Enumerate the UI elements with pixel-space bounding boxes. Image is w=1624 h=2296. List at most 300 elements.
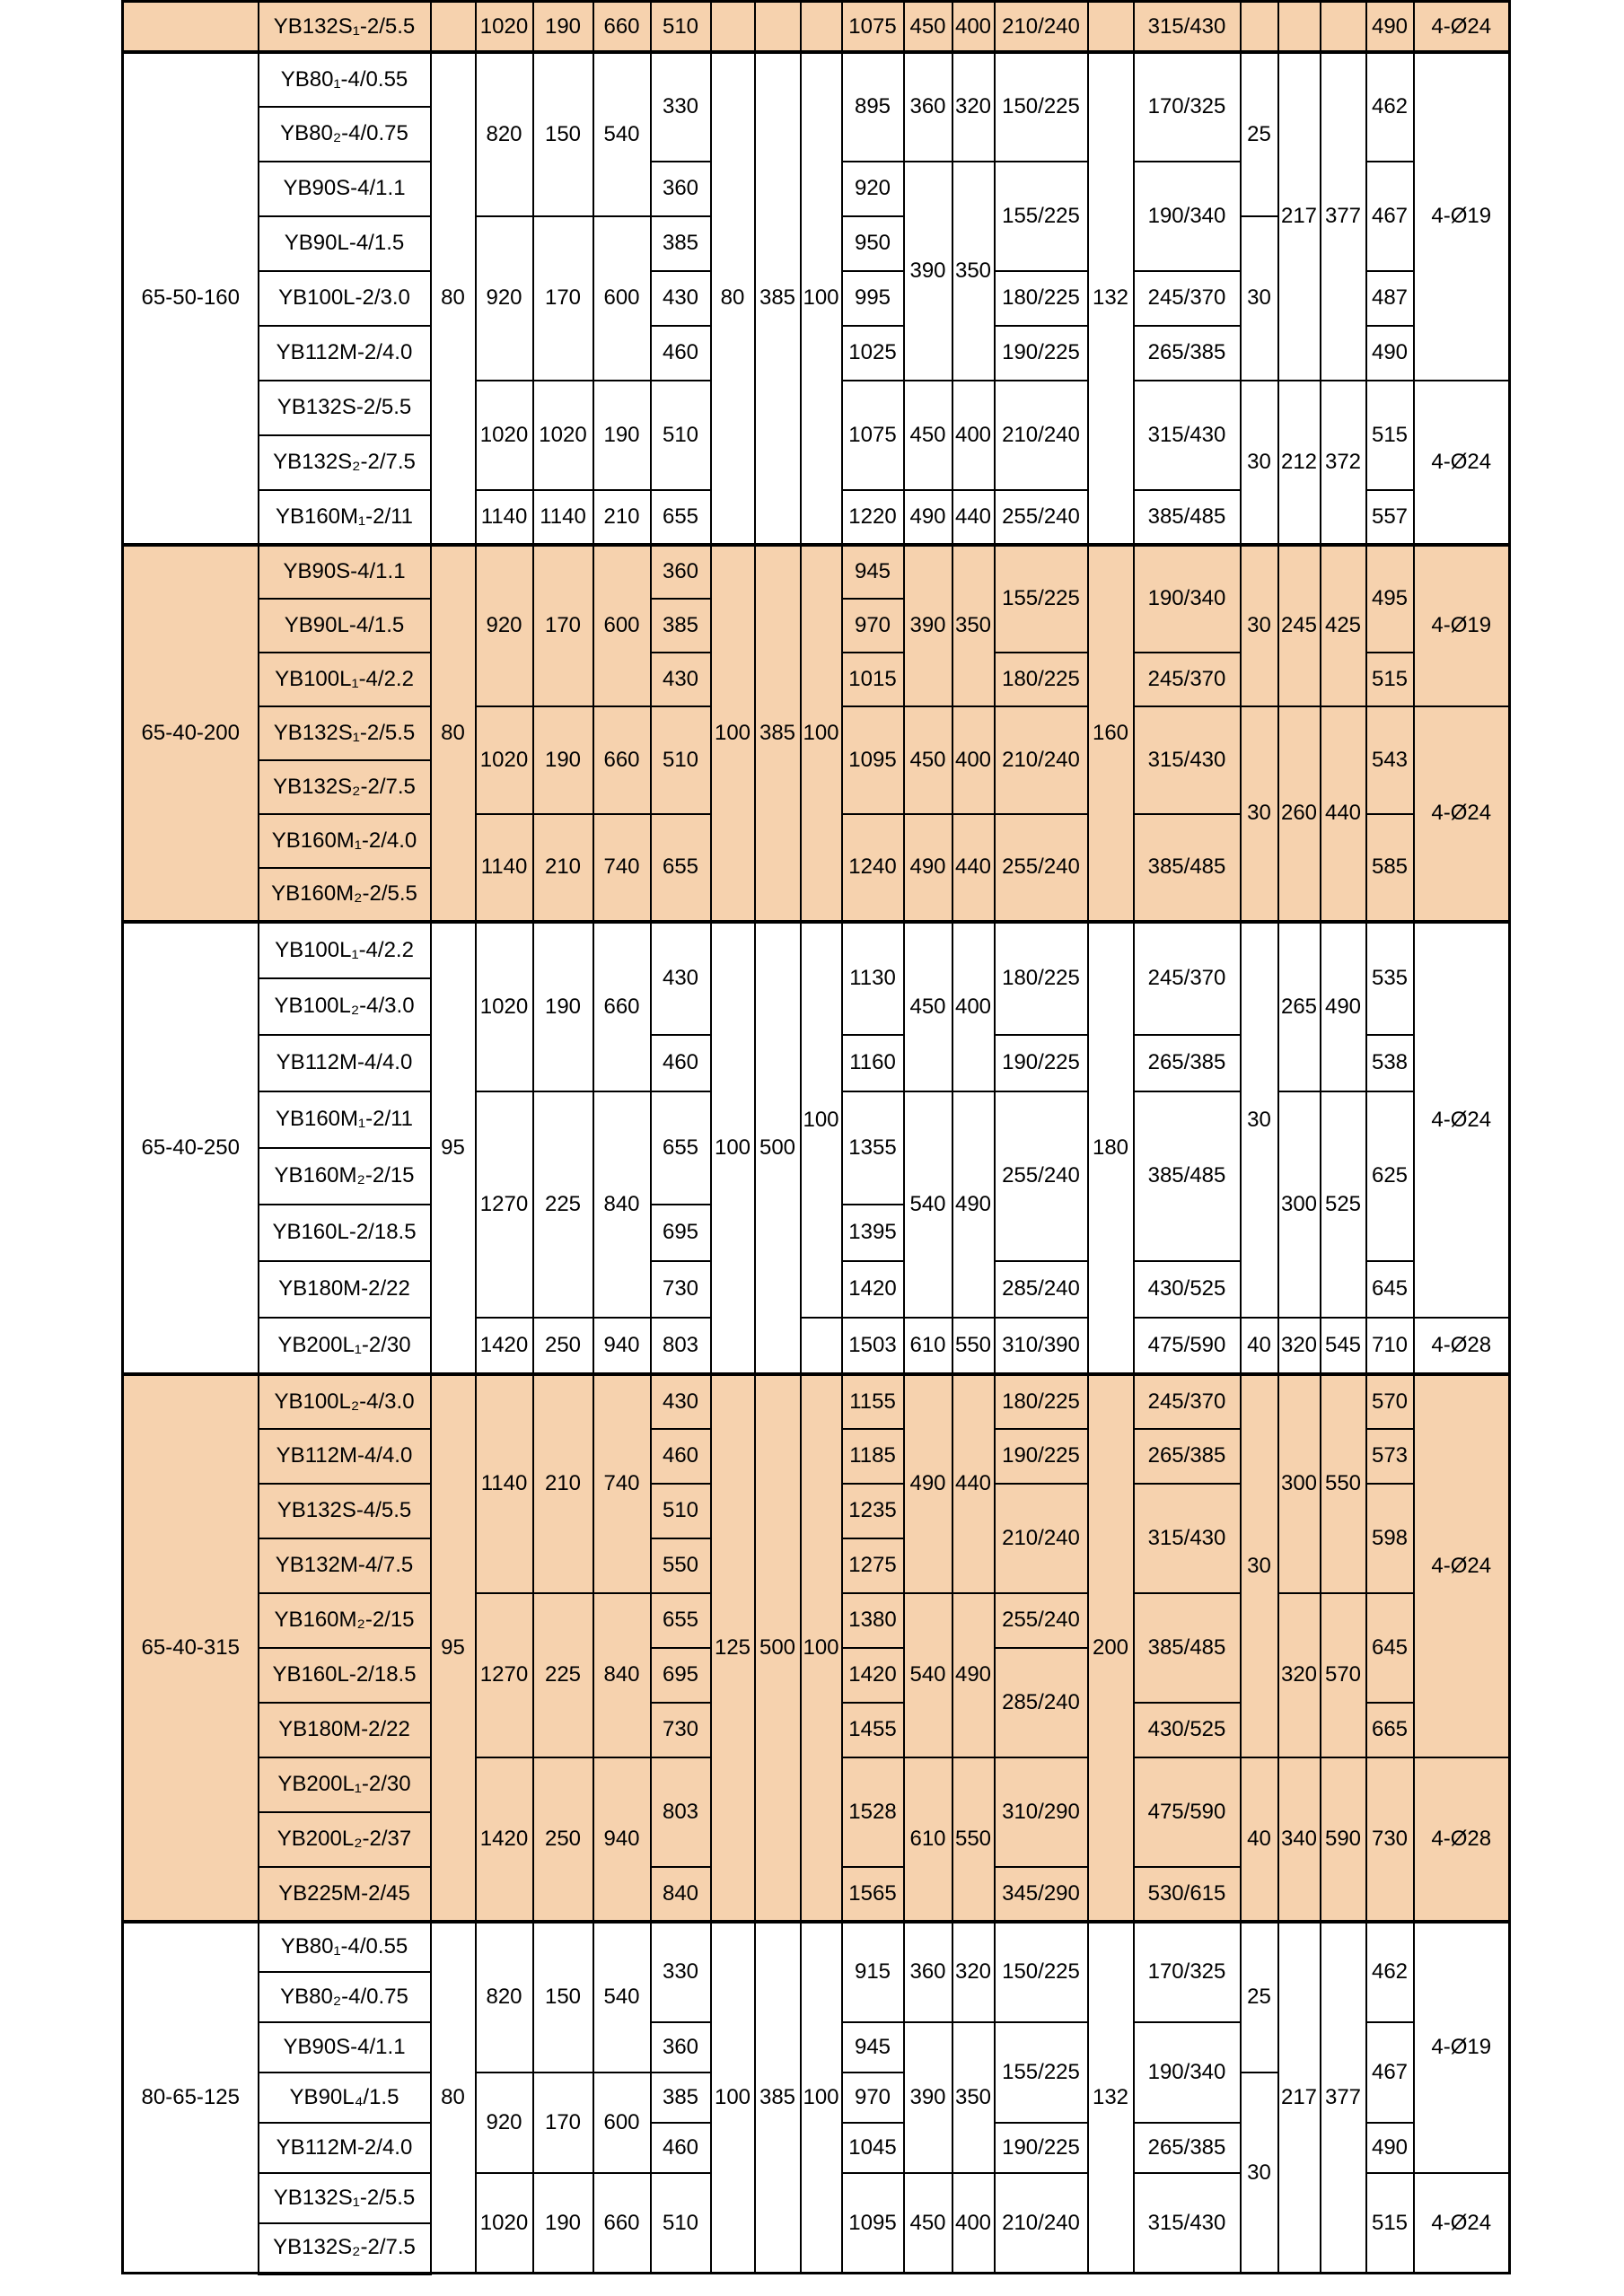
- cell-c11: 1185: [842, 1429, 904, 1484]
- cell-c6: 190: [593, 381, 651, 490]
- cell-c16: 170/325: [1134, 1922, 1241, 2022]
- cell-c12: 450: [904, 922, 952, 1091]
- cell-c6: 600: [593, 2073, 651, 2173]
- cell-c18: 300: [1278, 1374, 1321, 1593]
- motor-model-cell: YB160M₂-2/15: [259, 1148, 431, 1205]
- cell-c19: [1321, 2, 1366, 52]
- cell-c15: [1088, 2, 1134, 52]
- motor-model-cell: YB100L₂-4/3.0: [259, 1374, 431, 1429]
- cell-c16: 475/590: [1134, 1757, 1241, 1867]
- cell-c12: 390: [904, 2022, 952, 2173]
- cell-c17: 30: [1241, 381, 1278, 545]
- cell-c14: 210/240: [995, 2173, 1088, 2274]
- cell-c7: 550: [651, 1538, 711, 1593]
- cell-c7: 430: [651, 922, 711, 1035]
- cell-c14: 150/225: [995, 52, 1088, 162]
- cell-c16: 530/615: [1134, 1867, 1241, 1922]
- cell-c14: 285/240: [995, 1261, 1088, 1318]
- cell-c11: 1528: [842, 1757, 904, 1867]
- cell-c3: [431, 2, 476, 52]
- cell-c8: [711, 2, 755, 52]
- cell-c9: 385: [755, 52, 801, 545]
- flange-holes-cell: 4-Ø24: [1414, 2, 1510, 52]
- motor-model-cell: YB160M₂-2/5.5: [259, 868, 431, 922]
- cell-c16: 315/430: [1134, 1484, 1241, 1593]
- cell-c15: 200: [1088, 1374, 1134, 1922]
- cell-c17: 40: [1241, 1757, 1278, 1922]
- cell-c16: 190/340: [1134, 162, 1241, 271]
- cell-c16: 315/430: [1134, 706, 1241, 814]
- cell-c11: 1160: [842, 1035, 904, 1091]
- cell-c14: 210/240: [995, 706, 1088, 814]
- cell-c16: 430/525: [1134, 1703, 1241, 1757]
- cell-c14: 310/390: [995, 1318, 1088, 1374]
- cell-c16: 265/385: [1134, 1429, 1241, 1484]
- cell-c13: 350: [952, 162, 995, 381]
- cell-c4: 1140: [476, 814, 533, 922]
- table-row: [123, 1318, 1510, 1374]
- motor-model-cell: YB90S-4/1.1: [259, 2022, 431, 2073]
- cell-c16: 315/430: [1134, 2173, 1241, 2274]
- cell-c13: 320: [952, 52, 995, 162]
- cell-c12: 450: [904, 2173, 952, 2274]
- cell-c5: 190: [533, 706, 593, 814]
- cell-c3: 95: [431, 1374, 476, 1922]
- cell-c4: 1140: [476, 1374, 533, 1593]
- cell-c16: 385/485: [1134, 1091, 1241, 1261]
- motor-model-cell: YB132S₂-2/7.5: [259, 435, 431, 490]
- cell-c20: 538: [1366, 1035, 1414, 1091]
- cell-c6: 540: [593, 1922, 651, 2073]
- cell-c17: 30: [1241, 2073, 1278, 2274]
- cell-c7: 430: [651, 271, 711, 326]
- motor-model-cell: YB132S-4/5.5: [259, 1484, 431, 1538]
- cell-c5: 190: [533, 922, 593, 1091]
- cell-c5: 250: [533, 1757, 593, 1922]
- cell-c11: 1155: [842, 1374, 904, 1429]
- cell-c19: 372: [1321, 381, 1366, 545]
- cell-c16: 245/370: [1134, 1374, 1241, 1429]
- cell-c14: 180/225: [995, 271, 1088, 326]
- cell-c4: 1420: [476, 1757, 533, 1922]
- cell-c17: 30: [1241, 1374, 1278, 1757]
- flange-holes-cell: 4-Ø19: [1414, 545, 1510, 706]
- cell-c11: 970: [842, 599, 904, 653]
- group-model-cell: 80-65-125: [123, 1922, 259, 2274]
- cell-c6: 660: [593, 922, 651, 1091]
- cell-c17: 30: [1241, 922, 1278, 1318]
- cell-c19: 377: [1321, 52, 1366, 381]
- cell-c11: 1015: [842, 653, 904, 706]
- cell-c12: 390: [904, 545, 952, 706]
- cell-c11: 1355: [842, 1091, 904, 1205]
- cell-c3: 80: [431, 1922, 476, 2274]
- cell-c16: 265/385: [1134, 326, 1241, 381]
- cell-c7: 330: [651, 1922, 711, 2022]
- cell-c18: 300: [1278, 1091, 1321, 1318]
- cell-c18: 260: [1278, 706, 1321, 922]
- cell-c5: 225: [533, 1593, 593, 1757]
- cell-c6: 660: [593, 2, 651, 52]
- cell-c8: 100: [711, 545, 755, 922]
- cell-c20: 515: [1366, 381, 1414, 490]
- cell-c6: 660: [593, 706, 651, 814]
- cell-c7: 430: [651, 653, 711, 706]
- cell-c15: 132: [1088, 1922, 1134, 2274]
- cell-c19: 545: [1321, 1318, 1366, 1374]
- cell-c11: 945: [842, 2022, 904, 2073]
- cell-c17: [1241, 2, 1278, 52]
- cell-c13: 440: [952, 1374, 995, 1593]
- cell-c7: 655: [651, 1091, 711, 1205]
- cell-c13: 490: [952, 1091, 995, 1318]
- cell-c11: 1503: [842, 1318, 904, 1374]
- cell-c10: 100: [801, 922, 842, 1318]
- cell-c20: 462: [1366, 1922, 1414, 2022]
- cell-c11: 920: [842, 162, 904, 216]
- cell-c10: 100: [801, 1374, 842, 1922]
- motor-model-cell: YB160L-2/18.5: [259, 1648, 431, 1703]
- cell-c14: 190/225: [995, 326, 1088, 381]
- cell-c13: 350: [952, 545, 995, 706]
- cell-c13: 440: [952, 490, 995, 545]
- cell-c11: 1095: [842, 2173, 904, 2274]
- cell-c11: 1220: [842, 490, 904, 545]
- cell-c11: 1075: [842, 2, 904, 52]
- cell-c14: 210/240: [995, 381, 1088, 490]
- cell-c15: 180: [1088, 922, 1134, 1374]
- cell-c16: 315/430: [1134, 381, 1241, 490]
- cell-c18: 340: [1278, 1757, 1321, 1922]
- cell-c6: 660: [593, 2173, 651, 2274]
- cell-c6: 600: [593, 545, 651, 706]
- cell-c19: 377: [1321, 1922, 1366, 2274]
- cell-c4: 1270: [476, 1593, 533, 1757]
- cell-c7: 655: [651, 490, 711, 545]
- cell-c17: 30: [1241, 706, 1278, 922]
- cell-c7: 730: [651, 1261, 711, 1318]
- cell-c20: 467: [1366, 2022, 1414, 2123]
- cell-c5: 170: [533, 545, 593, 706]
- cell-c20: 490: [1366, 326, 1414, 381]
- cell-c7: 460: [651, 2123, 711, 2173]
- cell-c7: 360: [651, 162, 711, 216]
- motor-model-cell: YB200L₁-2/30: [259, 1318, 431, 1374]
- cell-c11: 1240: [842, 814, 904, 922]
- cell-c11: 1395: [842, 1205, 904, 1261]
- cell-c5: 190: [533, 2173, 593, 2274]
- cell-c14: 155/225: [995, 2022, 1088, 2123]
- cell-c8: 80: [711, 52, 755, 545]
- motor-model-cell: YB100L₂-4/3.0: [259, 978, 431, 1035]
- cell-c16: 170/325: [1134, 52, 1241, 162]
- cell-c16: 265/385: [1134, 2123, 1241, 2173]
- cell-c12: 610: [904, 1318, 952, 1374]
- cell-c20: 665: [1366, 1703, 1414, 1757]
- cell-c13: 320: [952, 1922, 995, 2022]
- cell-c11: 1045: [842, 2123, 904, 2173]
- cell-c11: 1565: [842, 1867, 904, 1922]
- motor-model-cell: YB132M-4/7.5: [259, 1538, 431, 1593]
- cell-c6: 940: [593, 1318, 651, 1374]
- cell-c5: 1020: [533, 381, 593, 490]
- cell-c13: 400: [952, 2, 995, 52]
- cell-c16: 245/370: [1134, 922, 1241, 1035]
- cell-c16: 475/590: [1134, 1318, 1241, 1374]
- cell-c9: 500: [755, 922, 801, 1374]
- motor-model-cell: YB90S-4/1.1: [259, 545, 431, 599]
- cell-c6: 740: [593, 1374, 651, 1593]
- cell-c14: 190/225: [995, 1035, 1088, 1091]
- cell-c4: 1020: [476, 2173, 533, 2274]
- motor-model-cell: YB100L₁-4/2.2: [259, 922, 431, 978]
- cell-c3: 80: [431, 52, 476, 545]
- cell-c19: 525: [1321, 1091, 1366, 1318]
- cell-c18: 217: [1278, 1922, 1321, 2274]
- cell-c7: 510: [651, 706, 711, 814]
- cell-c11: 1025: [842, 326, 904, 381]
- cell-c7: 460: [651, 1429, 711, 1484]
- cell-c12: 360: [904, 52, 952, 162]
- cell-c20: 570: [1366, 1374, 1414, 1429]
- cell-c7: 510: [651, 2, 711, 52]
- cell-c11: 945: [842, 545, 904, 599]
- motor-model-cell: YB132S₁-2/5.5: [259, 2173, 431, 2223]
- cell-c20: 467: [1366, 162, 1414, 271]
- cell-c20: 625: [1366, 1091, 1414, 1261]
- cell-c20: 462: [1366, 52, 1414, 162]
- cell-c12: 490: [904, 814, 952, 922]
- cell-c5: 1140: [533, 490, 593, 545]
- cell-c20: 490: [1366, 2123, 1414, 2173]
- cell-c9: 385: [755, 1922, 801, 2274]
- cell-c20: 585: [1366, 814, 1414, 922]
- cell-c20: 645: [1366, 1593, 1414, 1703]
- cell-c12: 450: [904, 706, 952, 814]
- cell-c14: 150/225: [995, 1922, 1088, 2022]
- flange-holes-cell: 4-Ø19: [1414, 1922, 1510, 2173]
- cell-c17: 30: [1241, 545, 1278, 706]
- cell-c4: 1020: [476, 2, 533, 52]
- motor-model-cell: YB90L-4/1.5: [259, 216, 431, 271]
- cell-c7: 655: [651, 814, 711, 922]
- cell-c19: 440: [1321, 706, 1366, 922]
- cell-c20: 495: [1366, 545, 1414, 653]
- cell-c12: 490: [904, 490, 952, 545]
- cell-c12: 540: [904, 1593, 952, 1757]
- cell-c18: 265: [1278, 922, 1321, 1091]
- cell-c3: 80: [431, 545, 476, 922]
- cell-c6: 940: [593, 1757, 651, 1922]
- cell-c17: 40: [1241, 1318, 1278, 1374]
- cell-c12: 610: [904, 1757, 952, 1922]
- cell-c14: 255/240: [995, 490, 1088, 545]
- cell-c4: 1140: [476, 490, 533, 545]
- cell-c4: 1420: [476, 1318, 533, 1374]
- motor-model-cell: YB160L-2/18.5: [259, 1205, 431, 1261]
- cell-c16: 385/485: [1134, 814, 1241, 922]
- cell-c15: 132: [1088, 52, 1134, 545]
- motor-model-cell: YB80₂-4/0.75: [259, 107, 431, 162]
- cell-c3: 95: [431, 922, 476, 1374]
- cell-c19: 425: [1321, 545, 1366, 706]
- cell-c14: 155/225: [995, 545, 1088, 653]
- motor-model-cell: YB180M-2/22: [259, 1261, 431, 1318]
- cell-c4: 1020: [476, 706, 533, 814]
- motor-model-cell: YB200L₁-2/30: [259, 1757, 431, 1812]
- table-row: [123, 2, 1510, 52]
- cell-c6: 840: [593, 1593, 651, 1757]
- cell-c4: 820: [476, 52, 533, 216]
- cell-c20: 573: [1366, 1429, 1414, 1484]
- cell-c19: 590: [1321, 1757, 1366, 1922]
- cell-c14: 310/290: [995, 1757, 1088, 1867]
- cell-c13: 400: [952, 706, 995, 814]
- cell-c14: 285/240: [995, 1648, 1088, 1757]
- cell-c6: 210: [593, 490, 651, 545]
- cell-c12: 360: [904, 1922, 952, 2022]
- cell-c16: 385/485: [1134, 1593, 1241, 1703]
- cell-c13: 400: [952, 381, 995, 490]
- cell-c9: [755, 2, 801, 52]
- cell-c11: 1095: [842, 706, 904, 814]
- cell-c11: 995: [842, 271, 904, 326]
- motor-model-cell: YB160M₁-2/11: [259, 1091, 431, 1148]
- cell-c13: 400: [952, 922, 995, 1091]
- motor-model-cell: YB80₁-4/0.55: [259, 52, 431, 107]
- cell-c20: 490: [1366, 2, 1414, 52]
- cell-c9: 385: [755, 545, 801, 922]
- cell-c14: 155/225: [995, 162, 1088, 271]
- cell-c16: 190/340: [1134, 545, 1241, 653]
- cell-c11: 1380: [842, 1593, 904, 1648]
- cell-c7: 385: [651, 599, 711, 653]
- motor-model-cell: YB160M₂-2/15: [259, 1593, 431, 1648]
- cell-c14: 210/240: [995, 1484, 1088, 1593]
- cell-c19: 490: [1321, 922, 1366, 1091]
- cell-c13: 550: [952, 1757, 995, 1922]
- cell-c7: 385: [651, 216, 711, 271]
- cell-c20: 515: [1366, 653, 1414, 706]
- cell-c20: 645: [1366, 1261, 1414, 1318]
- group-model-cell: 65-40-250: [123, 922, 259, 1374]
- motor-model-cell: YB100L-2/3.0: [259, 271, 431, 326]
- cell-c19: 570: [1321, 1593, 1366, 1757]
- cell-c11: 1235: [842, 1484, 904, 1538]
- flange-holes-cell: 4-Ø24: [1414, 381, 1510, 545]
- cell-c16: 430/525: [1134, 1261, 1241, 1318]
- motor-model-cell: YB160M₁-2/4.0: [259, 814, 431, 868]
- cell-c13: 350: [952, 2022, 995, 2173]
- cell-c13: 550: [952, 1318, 995, 1374]
- cell-c6: 740: [593, 814, 651, 922]
- cell-c8: 100: [711, 1922, 755, 2274]
- cell-c14: 190/225: [995, 1429, 1088, 1484]
- cell-c6: 540: [593, 52, 651, 216]
- cell-c6: 840: [593, 1091, 651, 1318]
- cell-c9: 500: [755, 1374, 801, 1922]
- cell-c5: 225: [533, 1091, 593, 1318]
- motor-model-cell: YB180M-2/22: [259, 1703, 431, 1757]
- cell-c14: 180/225: [995, 653, 1088, 706]
- cell-c7: 360: [651, 545, 711, 599]
- cell-c13: 440: [952, 814, 995, 922]
- cell-c20: 710: [1366, 1318, 1414, 1374]
- cell-c4: 920: [476, 216, 533, 381]
- motor-model-cell: YB200L₂-2/37: [259, 1812, 431, 1867]
- cell-c5: 210: [533, 1374, 593, 1593]
- motor-model-cell: YB132S-2/5.5: [259, 381, 431, 435]
- cell-c14: 345/290: [995, 1867, 1088, 1922]
- cell-c5: 150: [533, 52, 593, 216]
- cell-c16: 265/385: [1134, 1035, 1241, 1091]
- group-model-cell: 65-40-200: [123, 545, 259, 922]
- cell-c12: 490: [904, 1374, 952, 1593]
- flange-holes-cell: 4-Ø24: [1414, 2173, 1510, 2274]
- cell-c7: 330: [651, 52, 711, 162]
- cell-c20: 730: [1366, 1757, 1414, 1922]
- cell-c20: 535: [1366, 922, 1414, 1035]
- cell-c11: 895: [842, 52, 904, 162]
- cell-c7: 385: [651, 2073, 711, 2123]
- cell-c5: 170: [533, 2073, 593, 2173]
- cell-c14: 255/240: [995, 1593, 1088, 1648]
- table-row: [123, 1922, 1510, 1972]
- motor-model-cell: YB90S-4/1.1: [259, 162, 431, 216]
- pump-dimension-table-page: [121, 0, 1511, 2275]
- cell-c4: 920: [476, 545, 533, 706]
- cell-c16: 245/370: [1134, 653, 1241, 706]
- cell-c7: 695: [651, 1648, 711, 1703]
- cell-c11: 1075: [842, 381, 904, 490]
- cell-c7: 510: [651, 381, 711, 490]
- cell-c18: 212: [1278, 381, 1321, 545]
- cell-c17: 25: [1241, 1922, 1278, 2073]
- cell-c11: 970: [842, 2073, 904, 2123]
- group-model-cell: 65-50-160: [123, 52, 259, 545]
- motor-model-cell: YB225M-2/45: [259, 1867, 431, 1922]
- cell-c13: 490: [952, 1593, 995, 1757]
- cell-c7: 803: [651, 1757, 711, 1867]
- motor-model-cell: YB112M-4/4.0: [259, 1035, 431, 1091]
- motor-model-cell: YB100L₁-4/2.2: [259, 653, 431, 706]
- cell-c5: 190: [533, 2, 593, 52]
- cell-c12: 390: [904, 162, 952, 381]
- cell-c5: 210: [533, 814, 593, 922]
- group-model-cell: [123, 2, 259, 52]
- cell-c16: 190/340: [1134, 2022, 1241, 2123]
- cell-c12: 450: [904, 381, 952, 490]
- motor-model-cell: YB90L₄/1.5: [259, 2073, 431, 2123]
- cell-c7: 460: [651, 1035, 711, 1091]
- cell-c14: 255/240: [995, 1091, 1088, 1261]
- cell-c11: 1130: [842, 922, 904, 1035]
- cell-c11: 950: [842, 216, 904, 271]
- table-row: [123, 1374, 1510, 1429]
- cell-c5: 250: [533, 1318, 593, 1374]
- motor-model-cell: YB90L-4/1.5: [259, 599, 431, 653]
- flange-holes-cell: 4-Ø28: [1414, 1757, 1510, 1922]
- cell-c5: 150: [533, 1922, 593, 2073]
- motor-model-cell: YB80₂-4/0.75: [259, 1972, 431, 2022]
- cell-c10: 100: [801, 52, 842, 545]
- pump-spec-table: [121, 0, 1511, 2275]
- cell-c6: 600: [593, 216, 651, 381]
- cell-c7: 655: [651, 1593, 711, 1648]
- cell-c7: 360: [651, 2022, 711, 2073]
- cell-c15: 160: [1088, 545, 1134, 922]
- cell-c11: 1420: [842, 1648, 904, 1703]
